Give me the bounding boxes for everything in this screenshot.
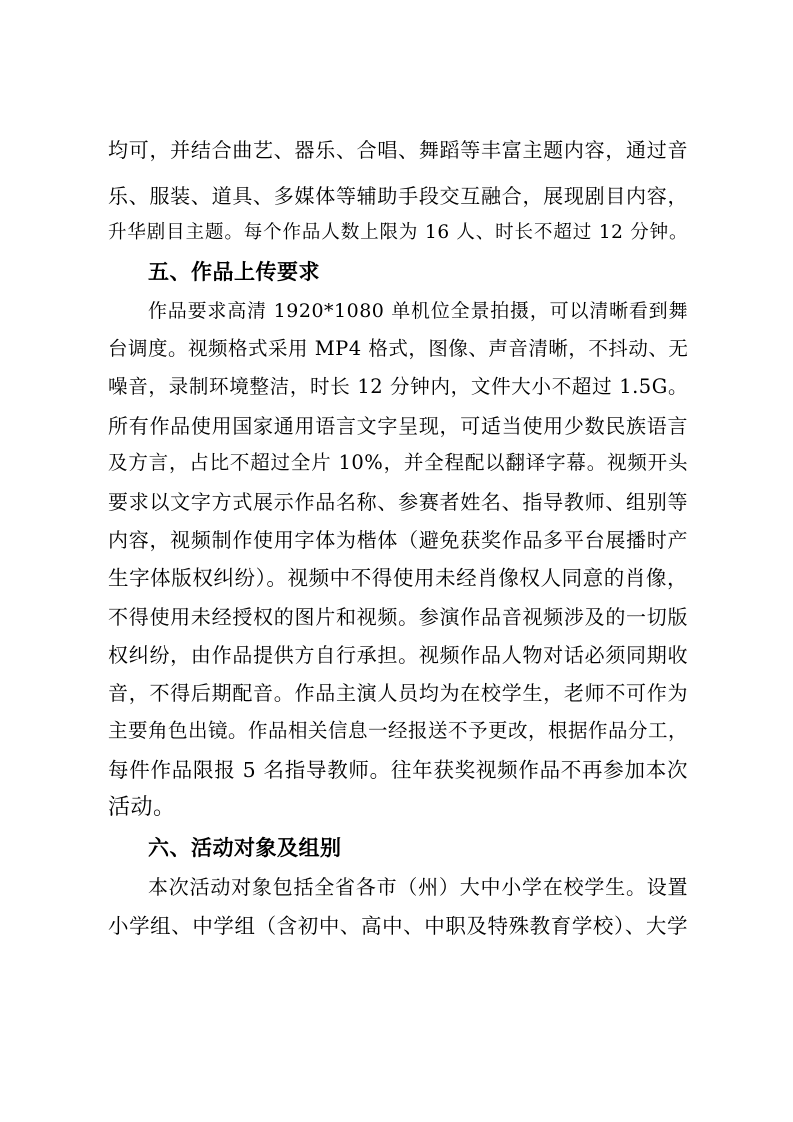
paragraph-line: 台调度。视频格式采用 MP4 格式，图像、声音清晰，不抖动、无 bbox=[108, 337, 688, 360]
paragraph-line: 活动。 bbox=[108, 795, 176, 820]
paragraph-line: 本次活动对象包括全省各市（州）大中小学在校学生。设置 bbox=[148, 875, 688, 899]
section-heading: 五、作品上传要求 bbox=[148, 260, 320, 284]
paragraph-line: 内容，视频制作使用字体为楷体（避免获奖作品多平台展播时产 bbox=[108, 528, 688, 552]
paragraph-line: 噪音，录制环境整洁，时长 12 分钟内，文件大小不超过 1.5G。 bbox=[108, 375, 688, 398]
section-heading: 六、活动对象及组别 bbox=[148, 836, 342, 860]
paragraph-line: 生字体版权纠纷）。视频中不得使用未经肖像权人同意的肖像， bbox=[108, 566, 688, 590]
paragraph-line: 不得使用未经授权的图片和视频。参演作品音视频涉及的一切版 bbox=[108, 605, 688, 629]
paragraph-line: 每件作品限报 5 名指导教师。往年获奖视频作品不再参加本次 bbox=[108, 758, 688, 782]
paragraph-line: 要求以文字方式展示作品名称、参赛者姓名、指导教师、组别等 bbox=[108, 490, 688, 514]
paragraph-line: 小学组、中学组（含初中、高中、中职及特殊教育学校）、大学 bbox=[108, 914, 688, 938]
paragraph-line: 权纠纷，由作品提供方自行承担。视频作品人物对话必须同期收 bbox=[108, 643, 688, 667]
paragraph-line: 所有作品使用国家通用语言文字呈现，可适当使用少数民族语言 bbox=[108, 414, 688, 438]
paragraph-line: 升华剧目主题。每个作品人数上限为 16 人、时长不超过 12 分钟。 bbox=[108, 222, 688, 243]
paragraph-line: 及方言，占比不超过全片 10%，并全程配以翻译字幕。视频开头 bbox=[108, 451, 688, 474]
paragraph-line: 主要角色出镜。作品相关信息一经报送不予更改，根据作品分工， bbox=[108, 719, 688, 742]
paragraph-line: 作品要求高清 1920*1080 单机位全景拍摄，可以清晰看到舞 bbox=[148, 300, 688, 322]
paragraph-line: 均可，并结合曲艺、器乐、合唱、舞蹈等丰富主题内容，通过音 bbox=[108, 138, 688, 162]
paragraph-line: 音，不得后期配音。作品主演人员均为在校学生，老师不可作为 bbox=[108, 681, 688, 705]
paragraph-line: 乐、服装、道具、多媒体等辅助手段交互融合，展现剧目内容， bbox=[108, 184, 688, 208]
